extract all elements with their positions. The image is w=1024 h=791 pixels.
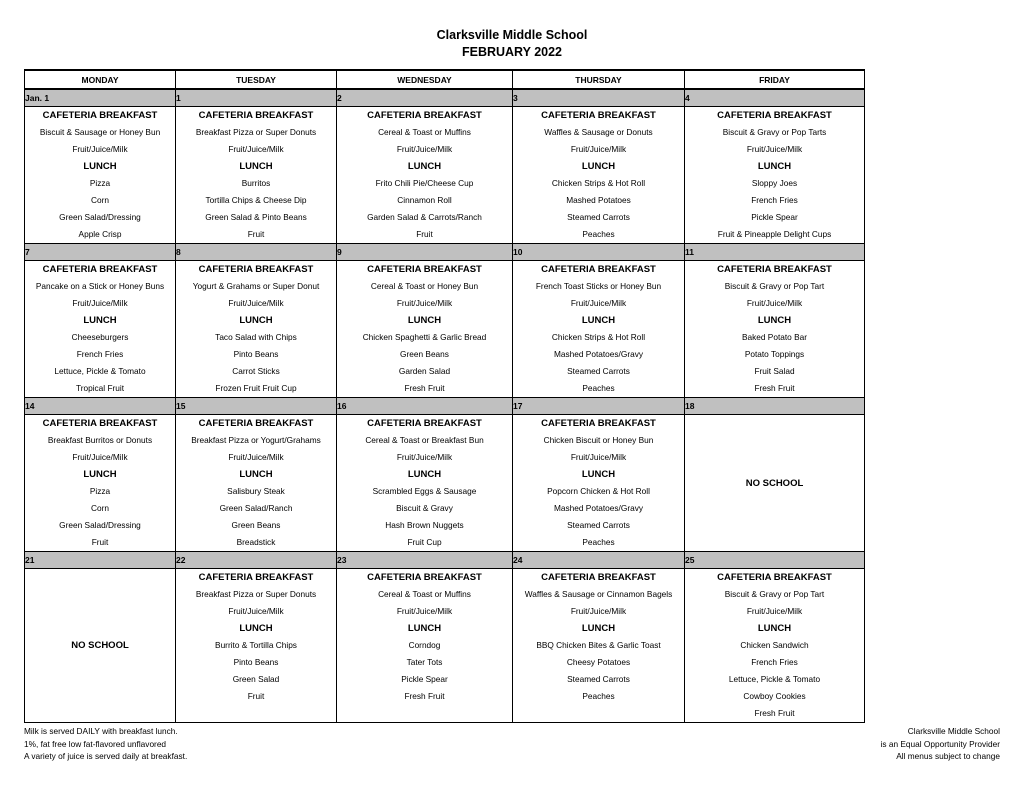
lunch-item: Pizza (89, 178, 111, 188)
lunch-item: Mashed Potatoes/Gravy (553, 349, 643, 359)
menu-cell (513, 107, 685, 244)
drink-item: Fruit/Juice/Milk (228, 144, 284, 154)
lunch-header: LUNCH (407, 315, 442, 326)
lunch-item: Baked Potato Bar (741, 332, 808, 342)
drink-item: Fruit/Juice/Milk (570, 606, 627, 616)
breakfast-header: CAFETERIA BREAKFAST (541, 572, 656, 583)
lunch-item: Fresh Fruit (754, 708, 795, 718)
breakfast-item: Biscuit & Gravy or Pop Tart (724, 281, 825, 291)
lunch-item: Taco Salad with Chips (215, 332, 297, 342)
lunch-item: Green Salad/Dressing (59, 212, 141, 222)
drink-item: Fruit/Juice/Milk (228, 452, 284, 462)
drink-item: Fruit/Juice/Milk (396, 298, 453, 308)
date-label: 18 (685, 398, 865, 415)
lunch-item: Lettuce, Pickle & Tomato (54, 366, 146, 376)
menu-cell (176, 261, 337, 398)
lunch-header: LUNCH (581, 161, 616, 172)
menu-cell (513, 569, 685, 723)
no-school-label: NO SCHOOL (745, 477, 804, 489)
lunch-header: LUNCH (83, 161, 117, 172)
lunch-item: Burritos (241, 178, 271, 188)
lunch-header: LUNCH (407, 161, 442, 172)
date-label: 23 (337, 552, 513, 569)
lunch-item: Pickle Spear (751, 212, 798, 222)
lunch-header: LUNCH (581, 469, 616, 480)
breakfast-header: CAFETERIA BREAKFAST (367, 110, 482, 121)
lunch-item: French Fries (751, 195, 798, 205)
lunch-item: Potato Toppings (744, 349, 805, 359)
footer-note: Milk is served DAILY with breakfast lunch. (24, 726, 178, 736)
lunch-header: LUNCH (239, 469, 273, 480)
lunch-item: Garden Salad & Carrots/Ranch (367, 212, 482, 222)
lunch-item: Fresh Fruit (754, 383, 795, 393)
date-row (25, 89, 865, 107)
lunch-item: Peaches (582, 383, 615, 393)
lunch-item: Cheesy Potatoes (566, 657, 631, 667)
date-label: 9 (337, 244, 513, 261)
lunch-header: LUNCH (407, 469, 442, 480)
date-label: 25 (685, 552, 865, 569)
breakfast-item: Biscuit & Sausage or Honey Bun (39, 127, 161, 137)
menu-cell (25, 107, 176, 244)
lunch-item: Burrito & Tortilla Chips (215, 640, 297, 650)
lunch-item: Popcorn Chicken & Hot Roll (547, 486, 650, 496)
lunch-item: Chicken Strips & Hot Roll (551, 332, 646, 342)
lunch-item: Pinto Beans (233, 657, 279, 667)
date-label: 24 (513, 552, 685, 569)
date-label: 2 (337, 89, 513, 107)
menu-cell (685, 415, 865, 552)
drink-item: Fruit/Juice/Milk (396, 452, 453, 462)
breakfast-header: CAFETERIA BREAKFAST (198, 264, 314, 275)
lunch-item: Fruit & Pineapple Delight Cups (717, 229, 832, 239)
school-title: Clarksville Middle School (436, 28, 588, 42)
breakfast-item: Waffles & Sausage or Donuts (544, 127, 653, 137)
lunch-item: Chicken Spaghetti & Garlic Bread (362, 332, 487, 342)
lunch-item: Peaches (582, 229, 615, 239)
breakfast-item: Breakfast Pizza or Super Donuts (195, 127, 317, 137)
date-label: 8 (176, 244, 337, 261)
date-label: 22 (176, 552, 337, 569)
menu-cell (685, 261, 865, 398)
breakfast-header: CAFETERIA BREAKFAST (198, 418, 314, 429)
breakfast-header: CAFETERIA BREAKFAST (717, 264, 832, 275)
lunch-item: Cowboy Cookies (743, 691, 806, 701)
lunch-item: French Fries (76, 349, 124, 359)
drink-item: Fruit/Juice/Milk (746, 298, 803, 308)
date-label: Jan. 1 (25, 89, 176, 107)
breakfast-header: CAFETERIA BREAKFAST (717, 572, 832, 583)
drink-item: Fruit/Juice/Milk (228, 606, 284, 616)
lunch-item: Green Salad & Pinto Beans (205, 212, 307, 222)
date-label: 1 (176, 89, 337, 107)
breakfast-header: CAFETERIA BREAKFAST (367, 264, 482, 275)
drink-item: Fruit/Juice/Milk (72, 144, 128, 154)
date-label: 15 (176, 398, 337, 415)
lunch-item: Chicken Sandwich (740, 640, 809, 650)
menu-cell (513, 261, 685, 398)
date-row (25, 398, 865, 415)
day-header-friday: FRIDAY (685, 70, 865, 89)
drink-item: Fruit/Juice/Milk (570, 452, 627, 462)
drink-item: Fruit/Juice/Milk (228, 298, 284, 308)
menu-body (25, 89, 865, 723)
menu-cell (337, 261, 513, 398)
lunch-item: Cinnamon Roll (397, 195, 452, 205)
menu-row (25, 569, 865, 723)
drink-item: Fruit/Juice/Milk (72, 298, 128, 308)
lunch-header: LUNCH (239, 315, 273, 326)
menu-cell (176, 107, 337, 244)
breakfast-item: Breakfast Pizza or Yogurt/Grahams (191, 435, 321, 445)
lunch-item: Corn (91, 503, 109, 513)
lunch-item: Mashed Potatoes (566, 195, 631, 205)
breakfast-item: Cereal & Toast or Honey Bun (370, 281, 479, 291)
footer-disclaimer-line: All menus subject to change (896, 751, 1000, 761)
no-school-label: NO SCHOOL (71, 640, 129, 651)
breakfast-item: Waffles & Sausage or Cinnamon Bagels (524, 589, 673, 599)
lunch-item: Chicken Strips & Hot Roll (551, 178, 646, 188)
menu-cell (337, 415, 513, 552)
lunch-item: Fruit (247, 229, 265, 239)
menu-cell (25, 569, 176, 723)
menu-cell (337, 569, 513, 723)
lunch-header: LUNCH (757, 315, 792, 326)
lunch-item: Biscuit & Gravy (396, 503, 453, 513)
menu-cell (25, 415, 176, 552)
breakfast-header: CAFETERIA BREAKFAST (198, 572, 314, 583)
lunch-item: Salisbury Steak (227, 486, 285, 496)
lunch-header: LUNCH (581, 315, 616, 326)
lunch-item: French Fries (751, 657, 798, 667)
date-label: 17 (513, 398, 685, 415)
breakfast-item: Chicken Biscuit or Honey Bun (543, 435, 654, 445)
lunch-item: Peaches (582, 537, 615, 547)
lunch-item: Pickle Spear (401, 674, 448, 684)
footer-disclaimer (881, 725, 1000, 763)
lunch-item: Fruit Salad (754, 366, 795, 376)
breakfast-header: CAFETERIA BREAKFAST (541, 264, 656, 275)
lunch-item: Fruit (416, 229, 433, 239)
lunch-item: Tortilla Chips & Cheese Dip (205, 195, 307, 205)
lunch-item: Green Salad/Ranch (219, 503, 293, 513)
date-label: 7 (25, 244, 176, 261)
lunch-item: Frito Chili Pie/Cheese Cup (375, 178, 474, 188)
lunch-item: Fruit Cup (407, 537, 442, 547)
day-header-tuesday: TUESDAY (176, 70, 337, 89)
menu-calendar (24, 69, 865, 723)
breakfast-item: Cereal & Toast or Muffins (378, 589, 471, 599)
footer-note: 1%, fat free low fat-flavored unflavored (24, 738, 167, 749)
menu-row (25, 415, 865, 552)
lunch-item: Steamed Carrots (567, 674, 630, 684)
lunch-header: LUNCH (83, 315, 117, 326)
menu-row (25, 107, 865, 244)
breakfast-header: CAFETERIA BREAKFAST (42, 264, 158, 275)
lunch-item: Peaches (582, 691, 615, 701)
breakfast-item: Breakfast Burritos or Donuts (47, 435, 153, 445)
lunch-header: LUNCH (83, 469, 117, 480)
lunch-item: Green Salad (232, 674, 280, 684)
day-header-wednesday: WEDNESDAY (337, 70, 513, 89)
breakfast-item: Cereal & Toast or Breakfast Bun (365, 435, 484, 445)
lunch-header: LUNCH (757, 623, 792, 634)
breakfast-header: CAFETERIA BREAKFAST (717, 110, 832, 121)
menu-cell (685, 569, 865, 723)
drink-item: Fruit/Juice/Milk (570, 144, 627, 154)
drink-item: Fruit/Juice/Milk (746, 144, 803, 154)
date-label: 10 (513, 244, 685, 261)
date-label: 21 (25, 552, 176, 569)
lunch-header: LUNCH (407, 623, 442, 634)
menu-row (25, 261, 865, 398)
lunch-item: Scrambled Eggs & Sausage (372, 486, 477, 496)
lunch-item: Corndog (408, 640, 441, 650)
breakfast-item: Pancake on a Stick or Honey Buns (35, 281, 165, 291)
breakfast-header: CAFETERIA BREAKFAST (367, 418, 482, 429)
menu-cell (513, 415, 685, 552)
menu-cell (176, 415, 337, 552)
lunch-item: Cheeseburgers (71, 332, 129, 342)
drink-item: Fruit/Juice/Milk (396, 144, 453, 154)
breakfast-header: CAFETERIA BREAKFAST (42, 110, 158, 121)
footer-disclaimer-line: Clarksville Middle School (907, 726, 1000, 736)
month-title: FEBRUARY 2022 (461, 45, 563, 59)
lunch-header: LUNCH (757, 161, 792, 172)
date-label: 16 (337, 398, 513, 415)
menu-cell (685, 107, 865, 244)
lunch-header: LUNCH (239, 623, 273, 634)
menu-cell (25, 261, 176, 398)
lunch-item: Tater Tots (406, 657, 443, 667)
date-label: 11 (685, 244, 865, 261)
menu-cell (176, 569, 337, 723)
breakfast-header: CAFETERIA BREAKFAST (541, 418, 656, 429)
lunch-item: Green Beans (231, 520, 281, 530)
drink-item: Fruit/Juice/Milk (746, 606, 803, 616)
footer-disclaimer-line: is an Equal Opportunity Provider (880, 738, 1000, 749)
drink-item: Fruit/Juice/Milk (72, 452, 128, 462)
lunch-item: Steamed Carrots (567, 520, 630, 530)
lunch-item: Carrot Sticks (232, 366, 280, 376)
breakfast-item: Cereal & Toast or Muffins (378, 127, 471, 137)
lunch-item: Steamed Carrots (567, 366, 630, 376)
breakfast-item: Biscuit & Gravy or Pop Tart (724, 589, 825, 599)
breakfast-item: Biscuit & Gravy or Pop Tarts (722, 127, 827, 137)
lunch-item: Fresh Fruit (404, 383, 445, 393)
date-label: 14 (25, 398, 176, 415)
date-label: 3 (513, 89, 685, 107)
date-label: 4 (685, 89, 865, 107)
drink-item: Fruit/Juice/Milk (396, 606, 453, 616)
drink-item: Fruit/Juice/Milk (570, 298, 627, 308)
menu-cell (337, 107, 513, 244)
lunch-item: Fruit (91, 537, 109, 547)
lunch-item: Fresh Fruit (404, 691, 445, 701)
breakfast-header: CAFETERIA BREAKFAST (541, 110, 656, 121)
lunch-item: Fruit (247, 691, 265, 701)
breakfast-item: French Toast Sticks or Honey Bun (535, 281, 662, 291)
footer-note: A variety of juice is served daily at breakfast. (24, 751, 188, 761)
lunch-header: LUNCH (239, 161, 273, 172)
lunch-item: Pizza (89, 486, 111, 496)
lunch-item: Green Salad/Dressing (59, 520, 141, 530)
day-header-monday: MONDAY (25, 70, 176, 89)
lunch-item: Pinto Beans (233, 349, 279, 359)
weekday-header-row (25, 70, 865, 89)
lunch-item: Tropical Fruit (75, 383, 125, 393)
breakfast-item: Breakfast Pizza or Super Donuts (195, 589, 317, 599)
lunch-item: Corn (91, 195, 109, 205)
breakfast-header: CAFETERIA BREAKFAST (198, 110, 314, 121)
date-row (25, 552, 865, 569)
breakfast-header: CAFETERIA BREAKFAST (42, 418, 158, 429)
lunch-item: Steamed Carrots (567, 212, 630, 222)
lunch-item: Sloppy Joes (751, 178, 798, 188)
date-row (25, 244, 865, 261)
lunch-item: Lettuce, Pickle & Tomato (728, 674, 821, 684)
breakfast-header: CAFETERIA BREAKFAST (367, 572, 482, 583)
day-header-thursday: THURSDAY (513, 70, 685, 89)
lunch-item: Frozen Fruit Fruit Cup (215, 383, 297, 393)
lunch-item: Hash Brown Nuggets (385, 520, 464, 530)
lunch-item: Green Beans (400, 349, 449, 359)
lunch-item: Garden Salad (398, 366, 451, 376)
lunch-item: BBQ Chicken Bites & Garlic Toast (536, 640, 661, 650)
lunch-item: Breadstick (236, 537, 276, 547)
lunch-header: LUNCH (581, 623, 616, 634)
footer-notes (24, 725, 187, 763)
breakfast-item: Yogurt & Grahams or Super Donut (192, 281, 320, 291)
lunch-item: Apple Crisp (78, 229, 122, 239)
lunch-item: Mashed Potatoes/Gravy (553, 503, 643, 513)
